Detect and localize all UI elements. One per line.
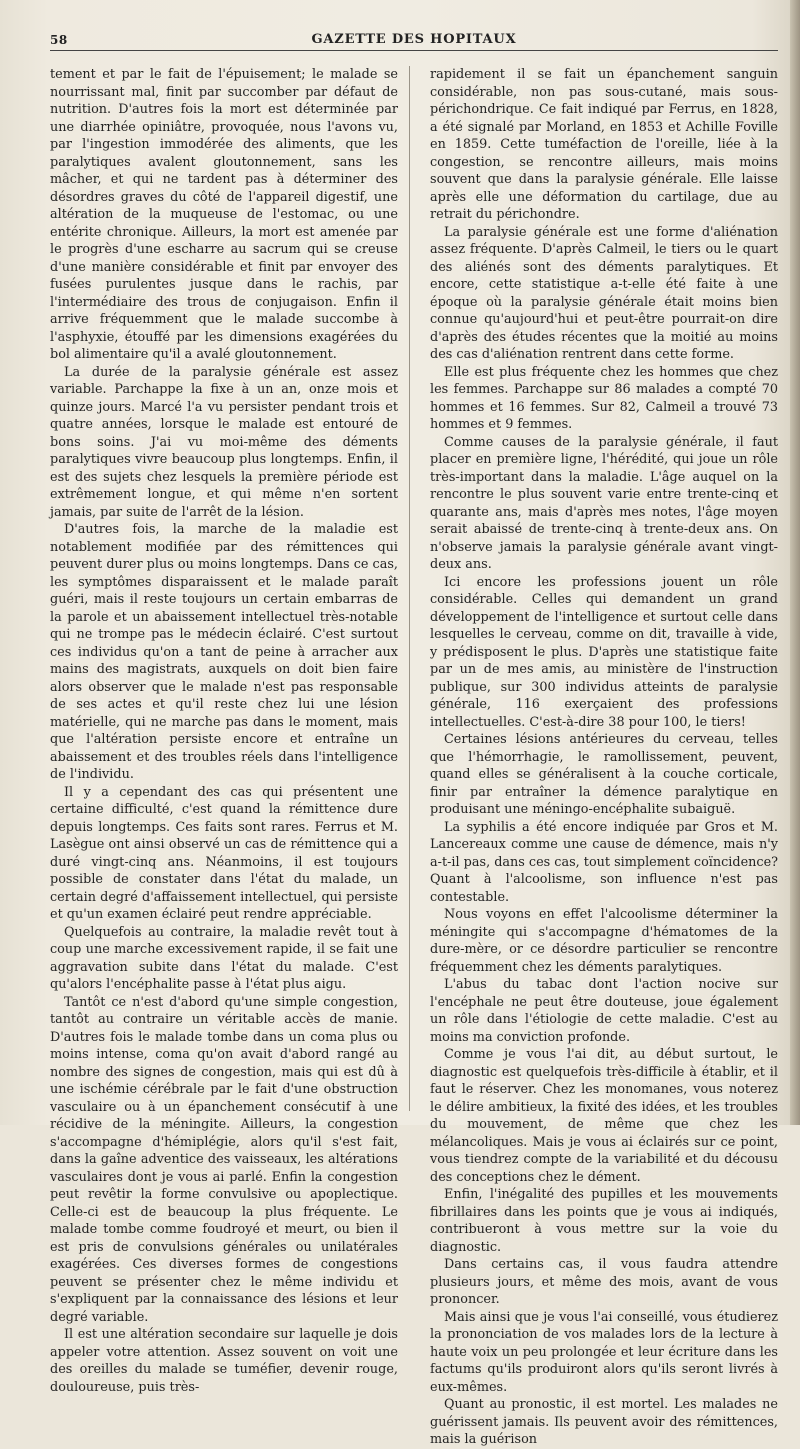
right-column — [430, 66, 778, 1447]
paragraph: Dans certains cas, il vous faudra attendre plusieurs jours, et même des mois, avant de vous prononcer. — [430, 1257, 778, 1307]
paragraph: Comme causes de la paralysie générale, il faut placer en première ligne, l'hérédité, qui joue un rôle très-important dans la maladie. L'âge auquel on la rencontre le plus souvent varie entre trente-cinq et quarante ans, mais d'après mes notes, l'âge moyen serait abaissé de trente-cinq à trente-deux ans. On n'observe jamais la paralysie générale avant vingt-deux ans. — [430, 434, 778, 572]
paragraph: Il y a cependant des cas qui présentent une certaine difficulté, c'est quand la rémittence dure depuis longtemps. Ces faits sont rares. Ferrus et M. Lasègue ont ainsi observé un cas de rémittence qui a duré vingt-cinq ans. Néanmoins, il est toujours possible de constater dans l'état du malade, un certain degré d'affaissement intellectuel, qui persiste et qu'un examen éclairé peut rendre appréciable. — [50, 784, 398, 922]
paragraph: La syphilis a été encore indiquée par Gros et M. Lancereaux comme une cause de démence, mais n'y a-t-il pas, dans ces cas, tout simplement coïncidence? Quant à l'alcoolisme, son influence n'est pas contestable. — [430, 819, 778, 905]
paragraph: Il est une altération secondaire sur laquelle je dois appeler votre attention. Assez souvent on voit une des oreilles du malade se tuméfier, devenir rouge, douloureuse, puis très- — [50, 1327, 398, 1395]
paragraph: Tantôt ce n'est d'abord qu'une simple congestion, tantôt au contraire un véritable accès de manie. D'autres fois le malade tombe dans un coma plus ou moins intense, coma qu'on avait d'abord rangé au nombre des signes de congestion, mais qui est dû à une ischémie cérébrale par le fait d'une obstruction vasculaire ou à un épanchement consécutif à une récidive de la méningite. Ailleurs, la congestion s'accompagne d'hémiplégie, alors qu'il s'est fait, dans la gaîne adventice des vaisseaux, les altérations vasculaires dont je vous ai parlé. Enfin la congestion peut revêtir la forme convulsive ou apoplectique. Celle-ci est de beaucoup la plus fréquente. Le malade tombe comme foudroyé et meurt, ou bien il est pris de convulsions générales ou unilatérales exagérées. Ces diverses formes de congestions peuvent se présenter chez le même individu et s'expliquent par la connaissance des lésions et leur degré variable. — [50, 994, 398, 1325]
article-columns — [50, 66, 778, 1447]
left-column — [50, 66, 398, 1395]
binding-edge — [790, 0, 800, 1125]
paragraph: Enfin, l'inégalité des pupilles et les mouvements fibrillaires dans les points que je vous ai indiqués, contribueront à vous mettre sur la voie du diagnostic. — [430, 1187, 778, 1255]
paragraph: Mais ainsi que je vous l'ai conseillé, vous étudierez la prononciation de vos malades lors de la lecture à haute voix un peu prolongée et leur écriture dans les factums qu'ils produiront alors qu'ils seront livrés à eux-mêmes. — [430, 1309, 778, 1395]
page-number: 58 — [50, 33, 68, 47]
page-header — [50, 30, 778, 51]
paragraph: tement et par le fait de l'épuisement; le malade se nourrissant mal, finit par succomber par défaut de nutrition. D'autres fois la mort est déterminée par une diarrhée opiniâtre, provoquée, nous l'avons vu, par l'ingestion immodérée des aliments, que les paralytiques avalent gloutonnement, sans les mâcher, et qui ne tardent pas à déterminer des désordres graves du côté de l'appareil digestif, une altération de la muqueuse de l'estomac, ou une entérite chronique. Ailleurs, la mort est amenée par le progrès d'une escharre au sacrum qui se creuse d'une manière considérable et finit par envoyer des fusées purulentes jusque dans le rachis, par l'intermédiaire des trous de conjugaison. Enfin il arrive fréquemment que le malade succombe à l'asphyxie, étouffé par les dimensions exagérées du bol alimentaire qu'il a avalé gloutonnement. — [50, 67, 398, 362]
paragraph: La paralysie générale est une forme d'aliénation assez fréquente. D'après Calmeil, le tiers ou le quart des aliénés sont des déments paralytiques. Et encore, cette statistique a-t-elle été faite à une époque où la paralysie générale était moins bien connue qu'aujourd'hui et peut-être pourrait-on dire d'après des études récentes que la moitié au moins des cas d'aliénation rentrent dans cette forme. — [430, 224, 778, 362]
paragraph: Quant au pronostic, il est mortel. Les malades ne guérissent jamais. Ils peuvent avoir des rémittences, mais la guérison — [430, 1397, 778, 1447]
paragraph: Comme je vous l'ai dit, au début surtout, le diagnostic est quelquefois très-difficile à établir, et il faut le réserver. Chez les monomanes, vous noterez le délire ambitieux, la fixité des idées, et les troubles du mouvement, de même que chez les mélancoliques. Mais je vous ai éclairés sur ce point, vous tiendrez compte de la variabilité et du décousu des conceptions chez le dément. — [430, 1047, 778, 1185]
paragraph: La durée de la paralysie générale est assez variable. Parchappe la fixe à un an, onze mois et quinze jours. Marcé l'a vu persister pendant trois et quatre années, lorsque le malade est entouré de bons soins. J'ai vu moi-même des déments paralytiques vivre beaucoup plus longtemps. Enfin, il est des sujets chez lesquels la première période est extrêmement longue, et qui même n'en sortent jamais, par suite de l'arrêt de la lésion. — [50, 364, 398, 520]
paragraph: L'abus du tabac dont l'action nocive sur l'encéphale ne peut être douteuse, joue également un rôle dans l'étiologie de cette maladie. C'est au moins ma conviction profonde. — [430, 977, 778, 1045]
column-divider — [409, 66, 410, 1111]
paragraph: Elle est plus fréquente chez les hommes que chez les femmes. Parchappe sur 86 malades a compté 70 hommes et 16 femmes. Sur 82, Calmeil a trouvé 73 hommes et 9 femmes. — [430, 364, 778, 432]
paragraph: Certaines lésions antérieures du cerveau, telles que l'hémorrhagie, le ramollissement, peuvent, quand elles se généralisent à la couche corticale, finir par entraîner la démence paralytique en produisant une méningo-encéphalite subaiguë. — [430, 732, 778, 817]
paragraph: Nous voyons en effet l'alcoolisme déterminer la méningite qui s'accompagne d'hématomes de la dure-mère, or ce désordre particulier se rencontre fréquemment chez les déments paralytiques. — [430, 907, 778, 975]
running-title: GAZETTE DES HOPITAUX — [311, 32, 517, 47]
paragraph: rapidement il se fait un épanchement sanguin considérable, non pas sous-cutané, mais sous-périchondrique. Ce fait indiqué par Ferrus, en 1828, a été signalé par Morland, en 1853 et Achille Foville en 1859. Cette tuméfaction de l'oreille, liée à la congestion, se rencontre ailleurs, mais moins souvent que dans la paralysie générale. Elle laisse après elle une déformation du cartilage, due au retrait du périchondre. — [430, 67, 778, 222]
paragraph: Ici encore les professions jouent un rôle considérable. Celles qui demandent un grand développement de l'intelligence et surtout celle dans lesquelles le cerveau, comme on dit, travaille à vide, y prédisposent le plus. D'après une statistique faite par un de mes amis, au ministère de l'instruction publique, sur 300 individus atteints de paralysie générale, 116 exerçaient des professions intellectuelles. C'est-à-dire 38 pour 100, le tiers! — [430, 574, 778, 730]
paragraph: Quelquefois au contraire, la maladie revêt tout à coup une marche excessivement rapide, il se fait une aggravation subite dans l'état du malade. C'est qu'alors l'encéphalite passe à l'état plus aigu. — [50, 924, 398, 992]
paragraph: D'autres fois, la marche de la maladie est notablement modifiée par des rémittences qui peuvent durer plus ou moins longtemps. Dans ce cas, les symptômes disparaissent et le malade paraît guéri, mais il reste toujours un certain embarras de la parole et un abaissement intellectuel très-notable qui ne trompe pas le médecin éclairé. C'est surtout ces individus qu'on a tant de peine à arracher aux mains des magistrats, auxquels on doit bien faire alors observer que le malade n'est pas responsable de ses actes et qu'il reste chez lui une lésion matérielle, qui ne marche pas dans le moment, mais que l'altération persiste encore et entraîne un abaissement et des troubles réels dans l'intelligence de l'individu. — [50, 522, 398, 782]
